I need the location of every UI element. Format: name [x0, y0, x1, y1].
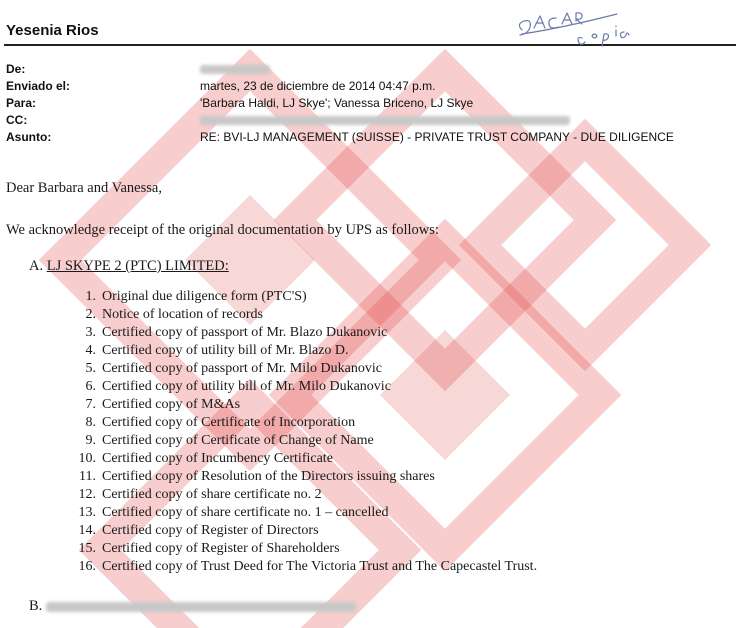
list-item: 15. Certified copy of Register of Shareholders [78, 541, 340, 556]
section-b-letter: B. [29, 598, 43, 614]
email-metadata [6, 62, 726, 147]
greeting: Dear Barbara and Vanessa, [6, 180, 162, 196]
section-a-letter: A. [29, 258, 44, 274]
list-item: 13. Certified copy of share certificate no. 1 – cancelled [78, 505, 389, 520]
redacted-cc [200, 116, 570, 125]
to-value: 'Barbara Haldi, LJ Skye'; Vanessa Briceno, LJ Skye [200, 96, 474, 110]
list-item: 9. Certified copy of Certificate of Change of Name [85, 433, 374, 448]
section-a-title: LJ SKYPE 2 (PTC) LIMITED: [46, 258, 229, 274]
intro-text: We acknowledge receipt of the original documentation by UPS as follows: [6, 222, 439, 238]
list-item: 10. Certified copy of Incumbency Certificate [78, 451, 333, 466]
to-row [6, 96, 726, 113]
list-item: 8. Certified copy of Certificate of Incorporation [85, 415, 356, 430]
list-item: 1. Original due diligence form (PTC'S) [85, 289, 307, 304]
sent-row [6, 79, 726, 96]
to-label: Para: [6, 96, 37, 110]
section-b-heading [29, 598, 356, 615]
list-item: 12. Certified copy of share certificate no. 2 [78, 487, 322, 502]
list-item: 7. Certified copy of M&As [85, 397, 241, 412]
subject-row [6, 130, 726, 147]
cc-label: CC: [6, 113, 28, 127]
list-item: 11. Certified copy of Resolution of the Directors issuing shares [79, 469, 435, 484]
sent-value: martes, 23 de diciembre de 2014 04:47 p.m. [200, 79, 436, 93]
redacted-sender [200, 65, 270, 74]
redacted-section-b-title [46, 602, 356, 612]
list-item: 3. Certified copy of passport of Mr. Blazo Dukanovic [85, 325, 388, 340]
sent-label: Enviado el: [6, 79, 71, 93]
document-list [74, 288, 537, 576]
from-label: De: [6, 62, 26, 76]
subject-value: RE: BVI-LJ MANAGEMENT (SUISSE) - PRIVATE TRUST COMPANY - DUE DILIGENCE [200, 130, 674, 144]
subject-label: Asunto: [6, 130, 52, 144]
list-item: 6. Certified copy of utility bill of Mr. Milo Dukanovic [85, 379, 391, 394]
list-item: 2. Notice of location of records [85, 307, 263, 322]
handwritten-note [512, 8, 662, 48]
sender-name: Yesenia Rios [6, 22, 99, 39]
list-item: 14. Certified copy of Register of Directors [78, 523, 319, 538]
list-item: 4. Certified copy of utility bill of Mr. Blazo D. [85, 343, 349, 358]
list-item: 5. Certified copy of passport of Mr. Milo Dukanovic [85, 361, 382, 376]
section-a-heading [29, 258, 229, 275]
cc-row [6, 113, 726, 130]
list-item: 16. Certified copy of Trust Deed for The Victoria Trust and The Capecastel Trust. [78, 559, 538, 574]
from-row [6, 62, 726, 79]
